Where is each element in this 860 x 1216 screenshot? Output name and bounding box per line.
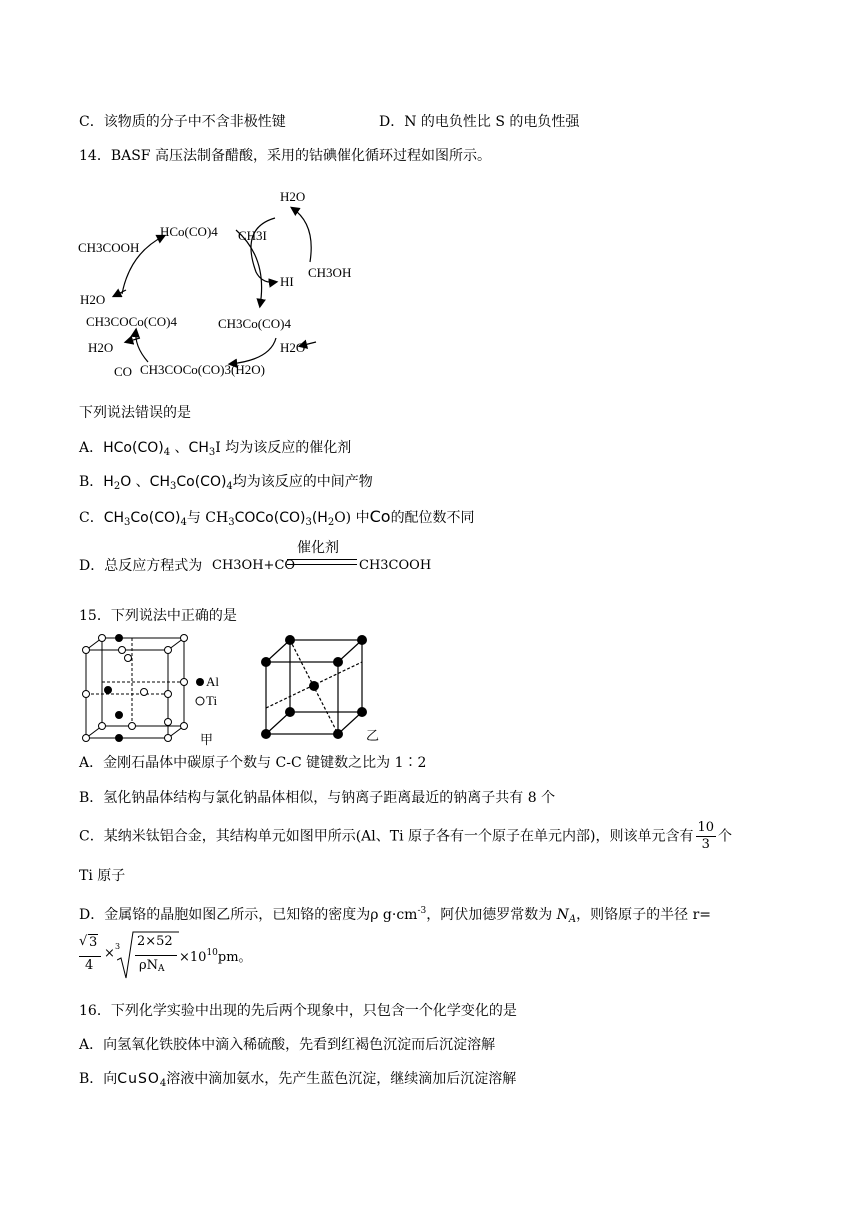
arrow-to-ch3coco-h2o bbox=[230, 338, 276, 364]
arrow-to-ch3coco bbox=[136, 330, 148, 362]
q15-option-c bbox=[79, 820, 732, 853]
label-ch3coco-co4: CH3COCo(CO)4 bbox=[86, 314, 178, 329]
q15-option-d bbox=[79, 901, 711, 930]
legend-ti: Ti bbox=[206, 693, 218, 708]
label-jia: 甲 bbox=[200, 732, 214, 747]
formula: 、CH bbox=[174, 440, 209, 456]
label-h2o-right: H2O bbox=[280, 340, 306, 355]
times: × bbox=[104, 946, 115, 961]
q15-option-c-cont: Ti 原子 bbox=[79, 868, 126, 884]
formula-numerator: 2×52 bbox=[137, 934, 173, 949]
q15-stem: 15．下列说法中正确的是 bbox=[79, 608, 237, 624]
crystal-cell-jia bbox=[72, 630, 232, 748]
denom-4: 4 bbox=[85, 958, 94, 973]
formula: H bbox=[103, 474, 114, 490]
q16-option-b bbox=[79, 1069, 516, 1094]
opt-prefix: A． bbox=[79, 440, 104, 456]
text: 个 bbox=[718, 828, 733, 845]
q16-option-a: A．向氢氧化铁胶体中滴入稀硫酸，先看到红褐色沉淀而后沉淀溶解 bbox=[79, 1037, 496, 1053]
sqrt3: 3 bbox=[89, 935, 98, 950]
label-ch3oh: CH3OH bbox=[308, 265, 352, 280]
opt-prefix: B． bbox=[79, 474, 104, 490]
denominator: 3 bbox=[701, 837, 710, 852]
legend-al: Al bbox=[206, 674, 219, 689]
opt-prefix: B．向 bbox=[79, 1071, 118, 1087]
formula: HCo(CO) bbox=[103, 440, 164, 456]
formula: Co(CO) bbox=[130, 510, 181, 526]
arrow-ch3oh-to-h2o bbox=[292, 208, 311, 262]
formula-denominator: ρN bbox=[139, 958, 159, 973]
avogadro-sub: A bbox=[568, 914, 577, 925]
crystal-cell-yi bbox=[254, 630, 394, 748]
q15-option-a: A．金刚石晶体中碳原子个数与 C-C 键键数之比为 1∶2 bbox=[79, 755, 427, 771]
avogadro-symbol: N bbox=[556, 907, 569, 923]
formula: O 、CH bbox=[120, 474, 170, 490]
label-h2o-top: H2O bbox=[280, 189, 306, 204]
cuberoot-index: 3 bbox=[115, 942, 121, 951]
label-co: CO bbox=[114, 364, 133, 379]
unit: pm。 bbox=[217, 950, 252, 965]
opt-prefix: D．总反应方程式为 bbox=[79, 558, 203, 574]
numerator: 10 bbox=[697, 820, 715, 835]
text: 的配位数不同 bbox=[390, 510, 475, 526]
opt-prefix: C． bbox=[79, 510, 104, 526]
fraction-10-3 bbox=[696, 820, 717, 853]
label-ch3i: CH3I bbox=[238, 228, 267, 243]
text: I 均为该反应的催化剂 bbox=[215, 440, 352, 456]
q13-option-c: C．该物质的分子中不含非极性键 bbox=[79, 114, 286, 130]
text: ，则铬原子的半径 r= bbox=[576, 907, 712, 923]
exponent: -3 bbox=[417, 906, 427, 916]
q16-stem: 16．下列化学实验中出现的先后两个现象中，只包含一个化学变化的是 bbox=[79, 1003, 517, 1019]
arrow-out-h2o-left2 bbox=[126, 338, 140, 342]
equation-lhs: CH3OH+CO bbox=[212, 558, 296, 573]
text: D．金属铬的晶胞如图乙所示，已知铬的密度为ρ g·cm bbox=[79, 907, 418, 923]
formula-den-sub: A bbox=[158, 964, 165, 974]
label-hi: HI bbox=[280, 274, 294, 289]
equation-rhs: CH3COOH bbox=[359, 558, 432, 573]
cobalt-symbol: Co bbox=[369, 507, 391, 526]
radius-formula: √ 3 4 × 3 2×52 ρNA $\times 10^{10}pm$。 bbox=[79, 930, 279, 984]
arrow-out-h2o-left bbox=[114, 290, 126, 296]
formula: CuSO bbox=[117, 1071, 160, 1087]
q15-option-b: B．氢化钠晶体结构与氯化钠晶体相似，与钠离子距离最近的钠离子共有 8 个 bbox=[79, 790, 556, 806]
formula-sub: 4 bbox=[159, 1078, 167, 1089]
label-ch3cooh: CH3COOH bbox=[78, 240, 140, 255]
formula: CH bbox=[103, 510, 125, 526]
power-ten: ×10 bbox=[179, 950, 207, 965]
formula: Co(CO) bbox=[176, 474, 227, 490]
q14-option-c: C．$CH_3Co(CO)_4$与 $CH_3COCo(CO)_3(H_2O)$ 中Co的配位数不同 bbox=[79, 507, 475, 528]
text: 均为该反应的中间产物 bbox=[232, 474, 373, 490]
reaction-equals bbox=[287, 559, 357, 565]
q14-stem: 14．BASF 高压法制备醋酸，采用的钴碘催化循环过程如图所示。 bbox=[79, 148, 491, 164]
label-h2o-left2: H2O bbox=[88, 340, 114, 355]
text: 与 CH bbox=[186, 510, 229, 526]
text: 溶液中滴加氨水，先产生蓝色沉淀，继续滴加后沉淀溶解 bbox=[166, 1071, 517, 1087]
label-ch3coco-co3-h2o: CH3COCo(CO)3(H2O) bbox=[140, 362, 265, 377]
label-yi: 乙 bbox=[366, 728, 380, 743]
q14-option-b: B．$H_2O$ 、$CH_3Co(CO)_4$均为该反应的中间产物 bbox=[79, 474, 373, 492]
power-exp: 10 bbox=[206, 948, 218, 958]
catalyst-label: 催化剂 bbox=[297, 540, 339, 556]
catalytic-cycle-diagram bbox=[70, 178, 370, 388]
text: O) 中 bbox=[334, 510, 370, 526]
formula: (H bbox=[311, 510, 328, 526]
formula: COCo(CO) bbox=[234, 510, 306, 526]
q13-option-d: D．N 的电负性比 S 的电负性强 bbox=[379, 114, 580, 130]
label-hco-co4: HCo(CO)4 bbox=[160, 224, 218, 239]
label-ch3co-co4: CH3Co(CO)4 bbox=[218, 316, 291, 331]
label-h2o-left: H2O bbox=[80, 292, 106, 307]
text: C．某纳米钛铝合金，其结构单元如图甲所示(Al、Ti 原子各有一个原子在单元内部)，则该单元含有 bbox=[79, 828, 694, 845]
q14-prompt: 下列说法错误的是 bbox=[79, 405, 191, 421]
text: ，阿伏加德罗常数为 bbox=[426, 907, 557, 923]
q14-option-a: A．$HCo(CO)_4$ 、$CH_3I$ 均为该反应的催化剂 bbox=[79, 440, 352, 458]
